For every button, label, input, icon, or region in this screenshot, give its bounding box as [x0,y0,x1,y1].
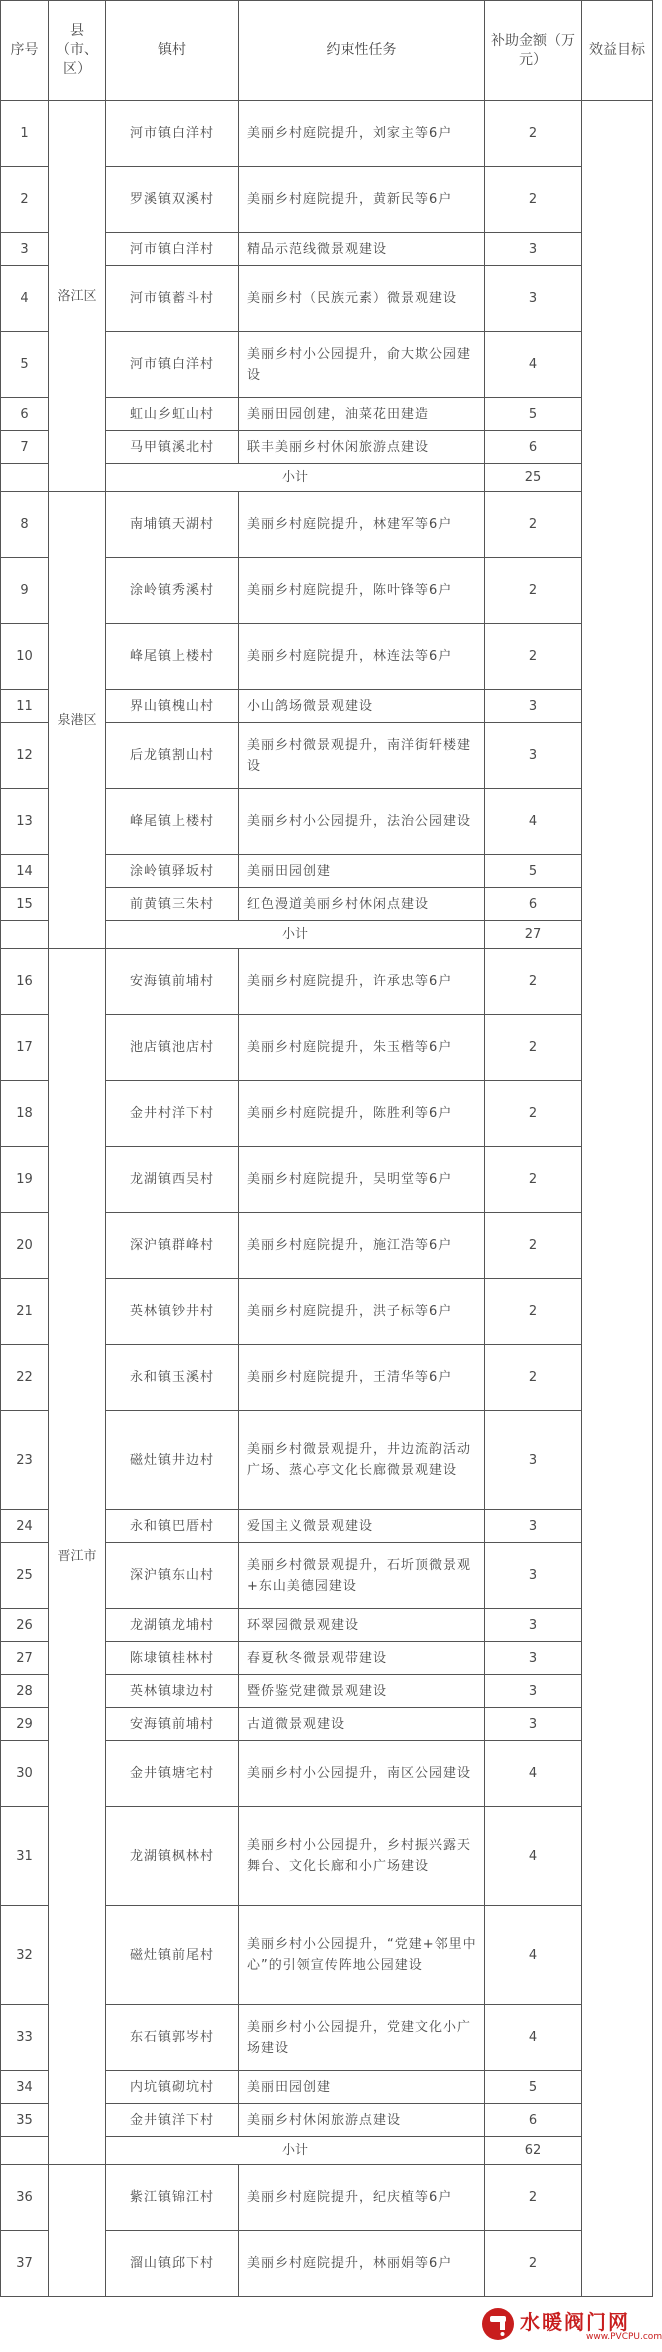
row-index: 26 [1,1609,49,1642]
village-cell: 涂岭镇秀溪村 [106,558,239,624]
village-cell: 溜山镇邱下村 [106,2231,239,2297]
amount-cell: 2 [485,624,582,690]
task-cell: 美丽乡村小公园提升，俞大欺公园建设 [239,332,485,398]
village-cell: 深沪镇群峰村 [106,1213,239,1279]
amount-cell: 3 [485,1543,582,1609]
table-row [1,2165,653,2231]
table-row [1,492,653,558]
village-cell: 深沪镇东山村 [106,1543,239,1609]
table-row [1,101,653,167]
amount-cell: 3 [485,1411,582,1510]
amount-cell: 3 [485,266,582,332]
subtotal-empty [1,2137,49,2165]
subtotal-amount: 62 [485,2137,582,2165]
row-index: 31 [1,1807,49,1906]
faucet-logo-icon [480,2306,516,2342]
watermark [476,2304,662,2348]
task-cell: 美丽乡村庭院提升，洪子标等6户 [239,1279,485,1345]
amount-cell: 5 [485,855,582,888]
row-index: 10 [1,624,49,690]
village-cell: 金井镇洋下村 [106,2104,239,2137]
amount-cell: 2 [485,949,582,1015]
subtotal-label: 小计 [106,2137,485,2165]
county-cell: 晋江市 [49,949,106,2165]
village-cell: 马甲镇溪北村 [106,431,239,464]
row-index: 7 [1,431,49,464]
task-cell: 美丽乡村小公园提升，党建文化小广场建设 [239,2005,485,2071]
subtotal-empty [1,921,49,949]
row-index: 12 [1,723,49,789]
amount-cell: 6 [485,2104,582,2137]
village-cell: 内坑镇砌坑村 [106,2071,239,2104]
village-cell: 虹山乡虹山村 [106,398,239,431]
row-index: 29 [1,1708,49,1741]
row-index: 22 [1,1345,49,1411]
village-cell: 英林镇钞井村 [106,1279,239,1345]
amount-cell: 4 [485,332,582,398]
table-row [1,949,653,1015]
village-cell: 永和镇巴厝村 [106,1510,239,1543]
village-cell: 峰尾镇上楼村 [106,624,239,690]
task-cell: 联丰美丽乡村休闲旅游点建设 [239,431,485,464]
row-index: 5 [1,332,49,398]
amount-cell: 2 [485,1213,582,1279]
village-cell: 池店镇池店村 [106,1015,239,1081]
row-index: 25 [1,1543,49,1609]
village-cell: 磁灶镇井边村 [106,1411,239,1510]
watermark-url: www.PVCPU.com [586,2332,662,2342]
header-goal: 效益目标 [582,1,653,101]
amount-cell: 2 [485,1345,582,1411]
row-index: 17 [1,1015,49,1081]
amount-cell: 2 [485,1081,582,1147]
task-cell: 美丽乡村庭院提升，林连法等6户 [239,624,485,690]
row-index: 16 [1,949,49,1015]
task-cell: 爱国主义微景观建设 [239,1510,485,1543]
task-cell: 美丽乡村庭院提升，刘家主等6户 [239,101,485,167]
amount-cell: 4 [485,2005,582,2071]
amount-cell: 2 [485,167,582,233]
amount-cell: 3 [485,1642,582,1675]
village-cell: 英林镇埭边村 [106,1675,239,1708]
task-cell: 小山鸽场微景观建设 [239,690,485,723]
amount-cell: 4 [485,1741,582,1807]
task-cell: 美丽乡村庭院提升，朱玉楷等6户 [239,1015,485,1081]
row-index: 8 [1,492,49,558]
village-cell: 罗溪镇双溪村 [106,167,239,233]
village-cell: 永和镇玉溪村 [106,1345,239,1411]
village-cell: 河市镇白洋村 [106,332,239,398]
row-index: 3 [1,233,49,266]
amount-cell: 2 [485,2165,582,2231]
amount-cell: 3 [485,1708,582,1741]
row-index: 4 [1,266,49,332]
village-cell: 安海镇前埔村 [106,1708,239,1741]
row-index: 33 [1,2005,49,2071]
village-cell: 紫江镇锦江村 [106,2165,239,2231]
village-cell: 前黄镇三朱村 [106,888,239,921]
row-index: 13 [1,789,49,855]
village-cell: 磁灶镇前尾村 [106,1906,239,2005]
subtotal-amount: 25 [485,464,582,492]
amount-cell: 3 [485,723,582,789]
task-cell: 美丽乡村庭院提升，王清华等6户 [239,1345,485,1411]
amount-cell: 2 [485,558,582,624]
county-cell: 泉港区 [49,492,106,949]
subtotal-label: 小计 [106,921,485,949]
header-row [1,1,653,101]
row-index: 36 [1,2165,49,2231]
task-cell: 环翠园微景观建设 [239,1609,485,1642]
amount-cell: 2 [485,1015,582,1081]
task-cell: 美丽乡村庭院提升，林丽娟等6户 [239,2231,485,2297]
amount-cell: 3 [485,233,582,266]
row-index: 27 [1,1642,49,1675]
row-index: 23 [1,1411,49,1510]
amount-cell: 5 [485,398,582,431]
amount-cell: 4 [485,1906,582,2005]
row-index: 34 [1,2071,49,2104]
row-index: 35 [1,2104,49,2137]
amount-cell: 6 [485,431,582,464]
village-cell: 龙湖镇枫林村 [106,1807,239,1906]
task-cell: 美丽乡村小公园提升，法治公园建设 [239,789,485,855]
village-cell: 峰尾镇上楼村 [106,789,239,855]
task-cell: 精品示范线微景观建设 [239,233,485,266]
amount-cell: 5 [485,2071,582,2104]
village-cell: 金井镇塘宅村 [106,1741,239,1807]
amount-cell: 4 [485,789,582,855]
village-cell: 后龙镇割山村 [106,723,239,789]
subtotal-label: 小计 [106,464,485,492]
row-index: 1 [1,101,49,167]
village-cell: 金井村洋下村 [106,1081,239,1147]
village-cell: 河市镇白洋村 [106,101,239,167]
task-cell: 美丽乡村休闲旅游点建设 [239,2104,485,2137]
amount-cell: 2 [485,1147,582,1213]
header-county: 县（市、区） [49,1,106,101]
task-cell: 美丽田园创建，油菜花田建造 [239,398,485,431]
task-cell: 美丽乡村庭院提升，纪庆植等6户 [239,2165,485,2231]
task-cell: 美丽乡村小公园提升，乡村振兴露天舞台、文化长廊和小广场建设 [239,1807,485,1906]
header-village: 镇村 [106,1,239,101]
row-index: 37 [1,2231,49,2297]
village-cell: 安海镇前埔村 [106,949,239,1015]
task-cell: 美丽乡村小公园提升，南区公园建设 [239,1741,485,1807]
row-index: 14 [1,855,49,888]
subtotal-amount: 27 [485,921,582,949]
task-cell: 美丽田园创建 [239,855,485,888]
header-amount: 补助金额（万元） [485,1,582,101]
task-cell: 古道微景观建设 [239,1708,485,1741]
amount-cell: 2 [485,101,582,167]
row-index: 28 [1,1675,49,1708]
village-cell: 河市镇白洋村 [106,233,239,266]
task-cell: 美丽乡村庭院提升，陈胜利等6户 [239,1081,485,1147]
row-index: 30 [1,1741,49,1807]
amount-cell: 3 [485,1510,582,1543]
village-cell: 河市镇蓄斗村 [106,266,239,332]
amount-cell: 2 [485,2231,582,2297]
row-index: 15 [1,888,49,921]
amount-cell: 3 [485,690,582,723]
row-index: 6 [1,398,49,431]
header-task: 约束性任务 [239,1,485,101]
task-cell: 美丽乡村小公园提升，“党建+邻里中心”的引领宣传阵地公园建设 [239,1906,485,2005]
task-cell: 美丽田园创建 [239,2071,485,2104]
task-cell: 春夏秋冬微景观带建设 [239,1642,485,1675]
row-index: 2 [1,167,49,233]
village-cell: 陈埭镇桂林村 [106,1642,239,1675]
county-cell: 洛江区 [49,101,106,492]
task-cell: 美丽乡村庭院提升，陈叶锋等6户 [239,558,485,624]
row-index: 32 [1,1906,49,2005]
amount-cell: 3 [485,1609,582,1642]
task-cell: 美丽乡村庭院提升，吴明堂等6户 [239,1147,485,1213]
task-cell: 美丽乡村（民族元素）微景观建设 [239,266,485,332]
table-body [1,101,653,2297]
village-cell: 涂岭镇驿坂村 [106,855,239,888]
task-cell: 美丽乡村庭院提升，林建军等6户 [239,492,485,558]
row-index: 24 [1,1510,49,1543]
row-index: 11 [1,690,49,723]
amount-cell: 2 [485,492,582,558]
village-cell: 界山镇槐山村 [106,690,239,723]
row-index: 20 [1,1213,49,1279]
county-cell [49,2165,106,2297]
task-cell: 美丽乡村微景观提升，石圻顶微景观+东山美德园建设 [239,1543,485,1609]
village-cell: 东石镇郭岑村 [106,2005,239,2071]
task-cell: 美丽乡村庭院提升，黄新民等6户 [239,167,485,233]
amount-cell: 6 [485,888,582,921]
task-cell: 暨侨鉴党建微景观建设 [239,1675,485,1708]
village-cell: 南埔镇天湖村 [106,492,239,558]
row-index: 21 [1,1279,49,1345]
task-cell: 美丽乡村庭院提升，许承忠等6户 [239,949,485,1015]
subtotal-empty [1,464,49,492]
village-cell: 龙湖镇龙埔村 [106,1609,239,1642]
task-cell: 红色漫道美丽乡村休闲点建设 [239,888,485,921]
header-index: 序号 [1,1,49,101]
watermark-title: 水暖阀门网 [520,2310,630,2334]
row-index: 18 [1,1081,49,1147]
task-cell: 美丽乡村微景观提升，南洋街轩楼建设 [239,723,485,789]
amount-cell: 3 [485,1675,582,1708]
amount-cell: 4 [485,1807,582,1906]
row-index: 9 [1,558,49,624]
amount-cell: 2 [485,1279,582,1345]
village-cell: 龙湖镇西吴村 [106,1147,239,1213]
task-cell: 美丽乡村庭院提升，施江浩等6户 [239,1213,485,1279]
goal-cell [582,101,653,2297]
row-index: 19 [1,1147,49,1213]
task-cell: 美丽乡村微景观提升，井边流韵活动广场、蒸心亭文化长廊微景观建设 [239,1411,485,1510]
